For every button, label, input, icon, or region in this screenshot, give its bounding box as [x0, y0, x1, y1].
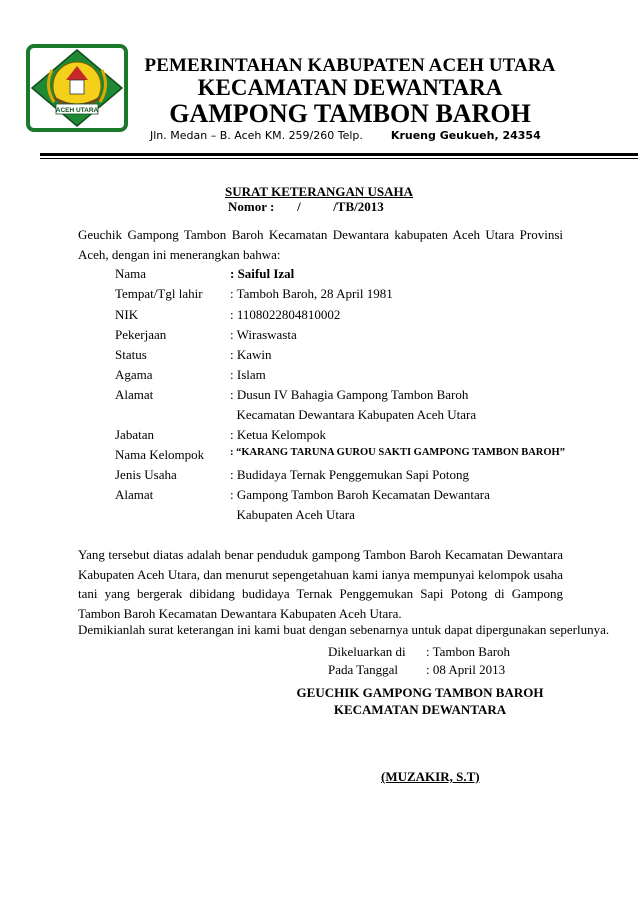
signatory-title: GEUCHIK GAMPONG TAMBON BAROH [296, 685, 544, 700]
field-value: : Saiful Izal [230, 266, 295, 281]
field-label: Pekerjaan [115, 327, 167, 342]
field-value: Kecamatan Dewantara Kabupaten Aceh Utara [230, 407, 477, 422]
letterhead-district: KECAMATAN DEWANTARA [197, 75, 503, 100]
issued-place-value: : Tambon Baroh [426, 644, 511, 659]
address-city: Krueng Geukueh, 24354 [390, 129, 541, 142]
letterhead-thick-rule [40, 153, 638, 156]
field-value: : Budidaya Ternak Penggemukan Sapi Potong [230, 467, 469, 482]
field-value: : Ketua Kelompok [230, 427, 327, 442]
field-label: NIK [115, 307, 139, 322]
issued-date-label: Pada Tanggal [328, 662, 398, 677]
logo-caption: ACEH UTARA [55, 107, 99, 114]
issued-place-label: Dikeluarkan di [328, 644, 406, 659]
field-label: Status [115, 347, 147, 362]
aceh-utara-emblem-logo [22, 40, 132, 136]
field-value: : Islam [230, 367, 266, 382]
intro-paragraph: Geuchik Gampong Tambon Baroh Kecamatan Dewantara kabupaten Aceh Utara Provinsi Aceh, dengan ini menerangkan bahwa: [78, 227, 563, 262]
issued-place [328, 644, 511, 660]
field-label: Alamat [115, 487, 154, 502]
field-label: Jabatan [115, 427, 154, 442]
signatory-district: KECAMATAN DEWANTARA [333, 702, 507, 717]
field-value: Kabupaten Aceh Utara [230, 507, 355, 522]
field-value: : 1108022804810002 [230, 307, 341, 322]
document-number: Nomor : / /TB/2013 [228, 199, 384, 214]
field-label: Nama [115, 266, 147, 281]
address-street: Jln. Medan – B. Aceh KM. 259/260 Telp. [150, 129, 363, 142]
field-label: Tempat/Tgl lahir [115, 286, 203, 301]
letterhead-thin-rule [40, 158, 638, 159]
signatory-name: (MUZAKIR, S.T) [381, 769, 480, 784]
field-value: : Wiraswasta [230, 327, 297, 342]
field-label: Jenis Usaha [115, 467, 177, 482]
field-value: : Dusun IV Bahagia Gampong Tambon Baroh [230, 387, 469, 402]
closing-paragraph: Demikianlah surat keterangan ini kami buat dengan sebenarnya untuk dapat dipergunakan seperlunya. [78, 622, 610, 637]
document-title: SURAT KETERANGAN USAHA [224, 184, 414, 199]
letterhead-address [150, 129, 541, 142]
body-paragraph: Yang tersebut diatas adalah benar penduduk gampong Tambon Baroh Kecamatan Dewantara Kabupaten Aceh Utara, dan menurut sepengetahuan kami ianya mempunyai kelompok usaha tani yang bergerak dibidang budidaya Ternak Penggemukan Sapi Potong di Gampong Tambon Baroh Kecamatan Dewantara Kabupaten Aceh Utara. [78, 547, 563, 621]
field-label: Alamat [115, 387, 154, 402]
letterhead-government: PEMERINTAHAN KABUPATEN ACEH UTARA [144, 55, 556, 76]
issued-date [328, 662, 506, 678]
field-value: : “KARANG TARUNA GUROU SAKTI GAMPONG TAMBON BAROH” [230, 447, 565, 458]
field-value: : Gampong Tambon Baroh Kecamatan Dewantara [230, 487, 490, 502]
letterhead-village: GAMPONG TAMBON BAROH [169, 99, 531, 128]
field-value: : Tamboh Baroh, 28 April 1981 [230, 286, 393, 301]
field-value: : Kawin [230, 347, 272, 362]
issued-date-value: : 08 April 2013 [426, 662, 506, 677]
field-label: Agama [115, 367, 153, 382]
field-label: Nama Kelompok [115, 447, 205, 462]
